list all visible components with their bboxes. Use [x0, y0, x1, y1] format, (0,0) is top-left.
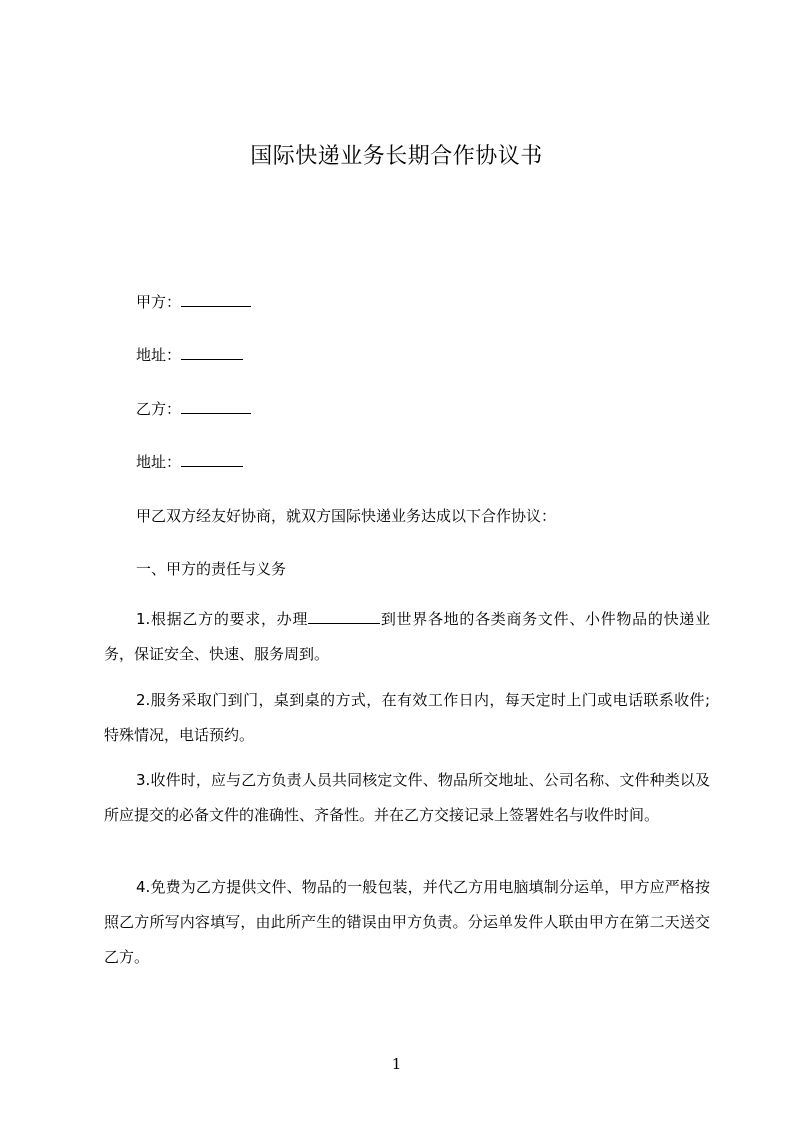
party-a-label: 甲方： [136, 293, 182, 311]
clause-3 [104, 763, 710, 833]
clause-1 [104, 602, 710, 672]
document-title: 国际快递业务长期合作协议书 [250, 144, 543, 169]
party-b-address-line [136, 452, 243, 472]
party-a-address-line [136, 345, 243, 365]
party-b-blank [181, 399, 251, 414]
section-1-heading: 一、甲方的责任与义务 [136, 560, 287, 578]
party-a-address-blank [181, 345, 243, 360]
party-b-line [136, 399, 251, 419]
party-b-label: 乙方： [136, 400, 182, 418]
page-number: 1 [391, 1055, 402, 1073]
clause-1-blank [308, 609, 380, 624]
intro-paragraph: 甲乙双方经友好协商，就双方国际快递业务达成以下合作协议： [136, 507, 557, 525]
clause-4-text: 4.免费为乙方提供文件、物品的一般包装，并代乙方用电脑填制分运单，甲方应严格按照乙方所写内容填写，由此所产生的错误由甲方负责。分运单发件人联由甲方在第二天送交乙方。 [104, 878, 710, 966]
party-a-line [136, 292, 251, 312]
clause-1-text-b: 到世界各地的各类商务文件、小件物品的快递业务，保证安全、快速、服务周到。 [104, 610, 710, 663]
clause-2-text: 2.服务采取门到门，桌到桌的方式，在有效工作日内，每天定时上门或电话联系收件;特殊情况，电话预约。 [104, 691, 710, 744]
clause-1-text-a: 1.根据乙方的要求，办理 [136, 610, 309, 628]
party-b-address-label: 地址： [136, 453, 182, 471]
party-a-blank [181, 292, 251, 307]
clause-2 [104, 683, 710, 753]
clause-4 [104, 870, 710, 975]
party-a-address-label: 地址： [136, 346, 182, 364]
clause-3-text: 3.收件时，应与乙方负责人员共同核定文件、物品所交地址、公司名称、文件种类以及所应提交的必备文件的准确性、齐备性。并在乙方交接记录上签署姓名与收件时间。 [104, 771, 710, 824]
party-b-address-blank [181, 452, 243, 467]
